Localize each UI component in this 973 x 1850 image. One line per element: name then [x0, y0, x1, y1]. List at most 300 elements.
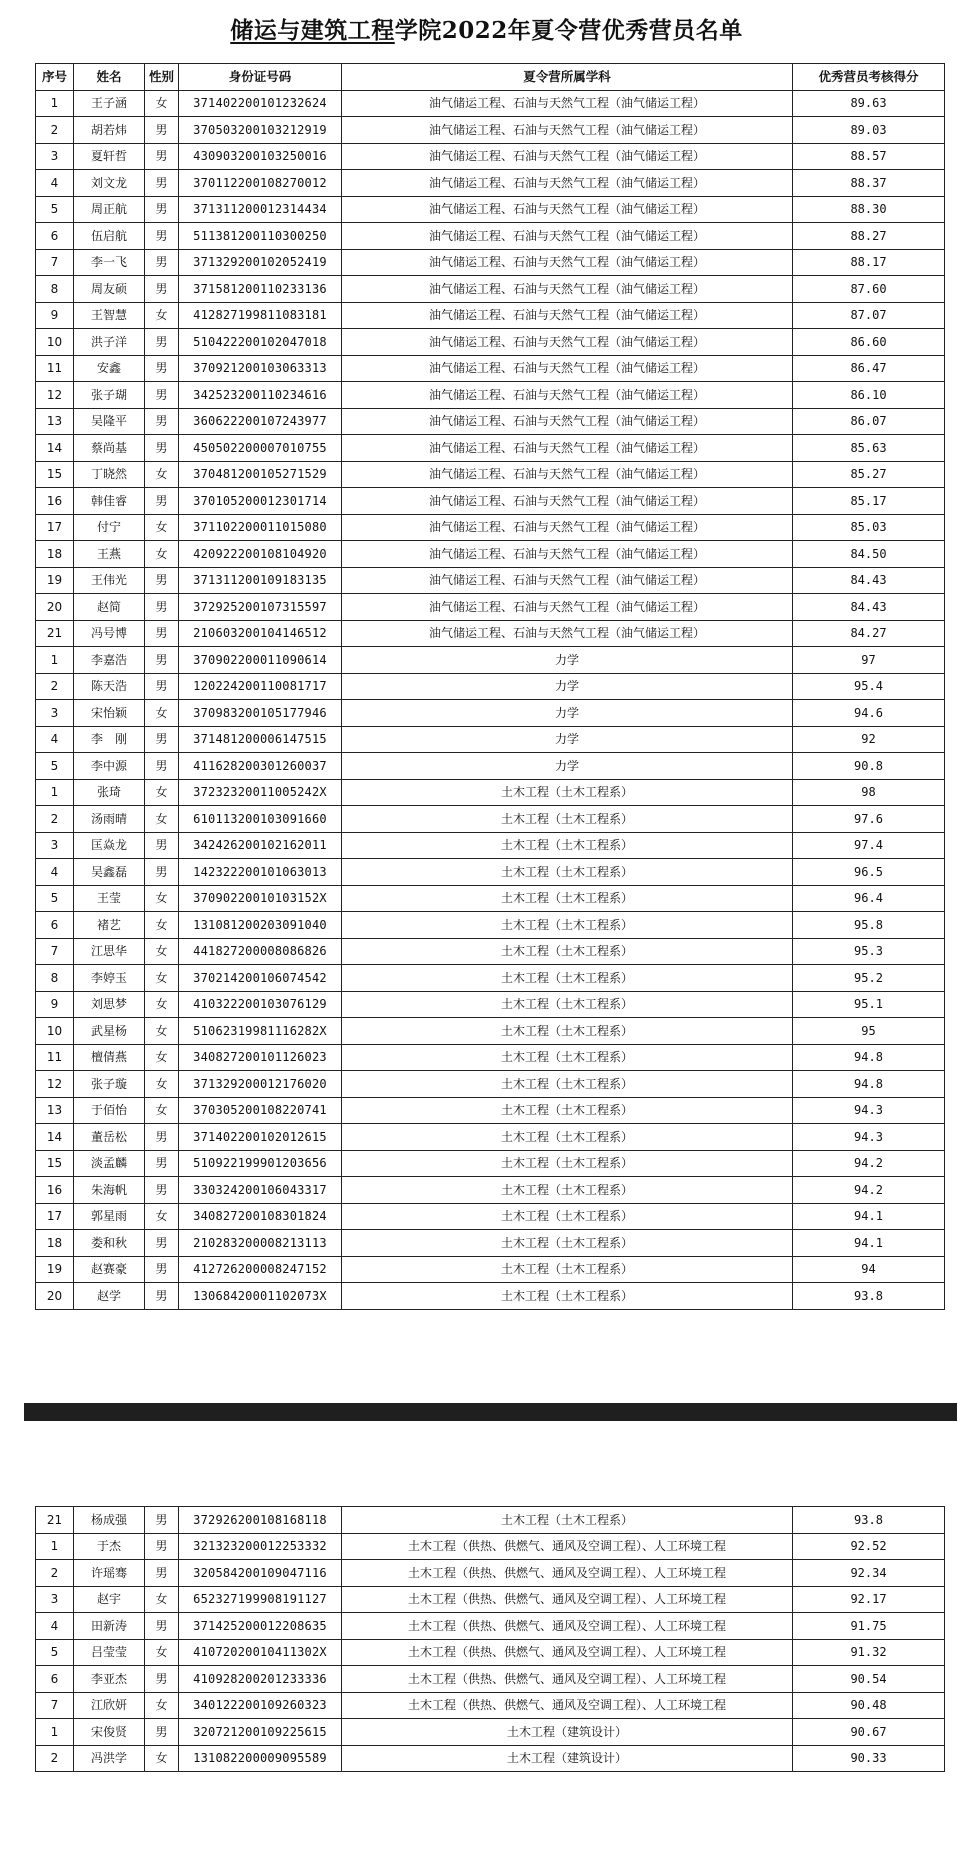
score-cell: 95	[793, 1018, 945, 1045]
id-number-cell: 371102200011015080	[179, 514, 342, 541]
name-cell: 杨成强	[74, 1507, 145, 1534]
discipline-cell: 土木工程（土木工程系）	[342, 1071, 793, 1098]
table-row	[36, 1018, 945, 1045]
name-cell: 李 刚	[74, 726, 145, 753]
score-cell: 84.27	[793, 620, 945, 647]
discipline-cell: 土木工程（土木工程系）	[342, 965, 793, 992]
id-number-cell: 410928200201233336	[179, 1666, 342, 1693]
score-cell: 85.17	[793, 488, 945, 515]
name-cell: 张子瑚	[74, 382, 145, 409]
table-row	[36, 143, 945, 170]
seq-cell: 10	[36, 329, 74, 356]
gender-cell: 男	[145, 196, 179, 223]
gender-cell: 女	[145, 779, 179, 806]
seq-cell: 4	[36, 1613, 74, 1640]
table-row	[36, 1256, 945, 1283]
id-number-cell: 410322200103076129	[179, 991, 342, 1018]
table-row	[36, 1560, 945, 1587]
gender-cell: 男	[145, 355, 179, 382]
discipline-cell: 土木工程（土木工程系）	[342, 912, 793, 939]
name-cell: 赵学	[74, 1283, 145, 1310]
gender-cell: 女	[145, 1692, 179, 1719]
id-number-cell: 321323200012253332	[179, 1533, 342, 1560]
name-cell: 宋怡颖	[74, 700, 145, 727]
table-row	[36, 965, 945, 992]
gender-cell: 男	[145, 1283, 179, 1310]
table-row	[36, 1692, 945, 1719]
table-row	[36, 1639, 945, 1666]
table-row	[36, 1044, 945, 1071]
gender-cell: 男	[145, 620, 179, 647]
id-number-cell: 340827200108301824	[179, 1203, 342, 1230]
gender-cell: 男	[145, 832, 179, 859]
discipline-cell: 土木工程（建筑设计）	[342, 1745, 793, 1772]
id-number-cell: 342523200110234616	[179, 382, 342, 409]
score-cell: 94.3	[793, 1124, 945, 1151]
seq-cell: 14	[36, 1124, 74, 1151]
score-cell: 88.37	[793, 170, 945, 197]
score-cell: 91.32	[793, 1639, 945, 1666]
discipline-cell: 油气储运工程、石油与天然气工程（油气储运工程）	[342, 567, 793, 594]
name-cell: 周友硕	[74, 276, 145, 303]
gender-cell: 男	[145, 170, 179, 197]
id-number-cell: 510422200102047018	[179, 329, 342, 356]
discipline-cell: 土木工程（土木工程系）	[342, 779, 793, 806]
table-row	[36, 620, 945, 647]
score-cell: 95.3	[793, 938, 945, 965]
gender-cell: 女	[145, 1203, 179, 1230]
discipline-cell: 油气储运工程、石油与天然气工程（油气储运工程）	[342, 170, 793, 197]
table-row	[36, 912, 945, 939]
id-number-cell: 37090220010103152X	[179, 885, 342, 912]
discipline-cell: 油气储运工程、石油与天然气工程（油气储运工程）	[342, 594, 793, 621]
gender-cell: 男	[145, 1507, 179, 1534]
discipline-cell: 土木工程（土木工程系）	[342, 859, 793, 886]
discipline-cell: 土木工程（土木工程系）	[342, 1097, 793, 1124]
id-number-cell: 370983200105177946	[179, 700, 342, 727]
id-number-cell: 371425200012208635	[179, 1613, 342, 1640]
score-cell: 87.07	[793, 302, 945, 329]
id-number-cell: 370902200011090614	[179, 647, 342, 674]
id-number-cell: 370921200103063313	[179, 355, 342, 382]
discipline-cell: 油气储运工程、石油与天然气工程（油气储运工程）	[342, 461, 793, 488]
table-row	[36, 514, 945, 541]
id-number-cell: 371402200102012615	[179, 1124, 342, 1151]
gender-cell: 男	[145, 488, 179, 515]
discipline-cell: 土木工程（供热、供燃气、通风及空调工程）、人工环境工程	[342, 1533, 793, 1560]
seq-cell: 10	[36, 1018, 74, 1045]
name-cell: 江欣妍	[74, 1692, 145, 1719]
name-cell: 伍启航	[74, 223, 145, 250]
discipline-cell: 油气储运工程、石油与天然气工程（油气储运工程）	[342, 196, 793, 223]
seq-cell: 17	[36, 1203, 74, 1230]
score-cell: 94.2	[793, 1177, 945, 1204]
table-row	[36, 1507, 945, 1534]
gender-cell: 男	[145, 382, 179, 409]
table-row	[36, 779, 945, 806]
table-row	[36, 859, 945, 886]
score-cell: 86.10	[793, 382, 945, 409]
discipline-cell: 油气储运工程、石油与天然气工程（油气储运工程）	[342, 276, 793, 303]
seq-cell: 14	[36, 435, 74, 462]
score-cell: 89.03	[793, 117, 945, 144]
score-cell: 88.30	[793, 196, 945, 223]
seq-cell: 6	[36, 912, 74, 939]
seq-cell: 6	[36, 223, 74, 250]
table-row	[36, 1666, 945, 1693]
score-cell: 95.8	[793, 912, 945, 939]
name-cell: 赵赛豪	[74, 1256, 145, 1283]
score-cell: 96.5	[793, 859, 945, 886]
score-cell: 84.43	[793, 567, 945, 594]
discipline-cell: 土木工程（供热、供燃气、通风及空调工程）、人工环境工程	[342, 1613, 793, 1640]
name-cell: 于杰	[74, 1533, 145, 1560]
id-number-cell: 131082200009095589	[179, 1745, 342, 1772]
discipline-cell: 土木工程（土木工程系）	[342, 1507, 793, 1534]
header-name: 姓名	[74, 64, 145, 91]
name-cell: 蔡尚基	[74, 435, 145, 462]
id-number-cell: 370305200108220741	[179, 1097, 342, 1124]
seq-cell: 5	[36, 753, 74, 780]
table-row	[36, 885, 945, 912]
gender-cell: 男	[145, 1613, 179, 1640]
gender-cell: 女	[145, 1586, 179, 1613]
seq-cell: 6	[36, 1666, 74, 1693]
name-cell: 江思华	[74, 938, 145, 965]
gender-cell: 男	[145, 276, 179, 303]
seq-cell: 2	[36, 1745, 74, 1772]
seq-cell: 5	[36, 1639, 74, 1666]
seq-cell: 17	[36, 514, 74, 541]
seq-cell: 2	[36, 673, 74, 700]
seq-cell: 3	[36, 700, 74, 727]
seq-cell: 16	[36, 488, 74, 515]
id-number-cell: 340122200109260323	[179, 1692, 342, 1719]
score-cell: 91.75	[793, 1613, 945, 1640]
id-number-cell: 41072020010411302X	[179, 1639, 342, 1666]
table-row	[36, 329, 945, 356]
id-number-cell: 371581200110233136	[179, 276, 342, 303]
name-cell: 张琦	[74, 779, 145, 806]
discipline-cell: 油气储运工程、石油与天然气工程（油气储运工程）	[342, 382, 793, 409]
name-cell: 王燕	[74, 541, 145, 568]
score-cell: 95.2	[793, 965, 945, 992]
id-number-cell: 412726200008247152	[179, 1256, 342, 1283]
score-cell: 90.8	[793, 753, 945, 780]
header-score: 优秀营员考核得分	[793, 64, 945, 91]
table-row	[36, 726, 945, 753]
seq-cell: 20	[36, 594, 74, 621]
table-row	[36, 1071, 945, 1098]
table-row	[36, 567, 945, 594]
name-cell: 娄和秋	[74, 1230, 145, 1257]
discipline-cell: 油气储运工程、石油与天然气工程（油气储运工程）	[342, 223, 793, 250]
name-cell: 董岳松	[74, 1124, 145, 1151]
seq-cell: 1	[36, 90, 74, 117]
gender-cell: 男	[145, 1533, 179, 1560]
discipline-cell: 油气储运工程、石油与天然气工程（油气储运工程）	[342, 620, 793, 647]
title-rest: 学院2022年夏令营优秀营员名单	[394, 17, 743, 44]
seq-cell: 13	[36, 408, 74, 435]
seq-cell: 4	[36, 170, 74, 197]
score-cell: 92.52	[793, 1533, 945, 1560]
table-row	[36, 832, 945, 859]
gender-cell: 男	[145, 435, 179, 462]
score-cell: 84.43	[793, 594, 945, 621]
gender-cell: 男	[145, 1256, 179, 1283]
table-row	[36, 90, 945, 117]
discipline-cell: 土木工程（土木工程系）	[342, 832, 793, 859]
score-cell: 86.60	[793, 329, 945, 356]
seq-cell: 3	[36, 832, 74, 859]
gender-cell: 男	[145, 223, 179, 250]
seq-cell: 7	[36, 1692, 74, 1719]
header-row	[36, 64, 945, 91]
score-cell: 86.47	[793, 355, 945, 382]
table-row	[36, 1719, 945, 1746]
score-cell: 94.1	[793, 1230, 945, 1257]
id-number-cell: 372926200108168118	[179, 1507, 342, 1534]
table-row	[36, 302, 945, 329]
table-row	[36, 276, 945, 303]
discipline-cell: 土木工程（供热、供燃气、通风及空调工程）、人工环境工程	[342, 1666, 793, 1693]
name-cell: 洪子洋	[74, 329, 145, 356]
seq-cell: 13	[36, 1097, 74, 1124]
name-cell: 张子璇	[74, 1071, 145, 1098]
seq-cell: 19	[36, 1256, 74, 1283]
id-number-cell: 441827200008086826	[179, 938, 342, 965]
roster-table-page-2	[35, 1506, 945, 1772]
roster-body-page-2	[36, 1507, 945, 1772]
discipline-cell: 土木工程（土木工程系）	[342, 1283, 793, 1310]
discipline-cell: 油气储运工程、石油与天然气工程（油气储运工程）	[342, 514, 793, 541]
name-cell: 吴鑫磊	[74, 859, 145, 886]
id-number-cell: 120224200110081717	[179, 673, 342, 700]
gender-cell: 女	[145, 991, 179, 1018]
gender-cell: 男	[145, 249, 179, 276]
id-number-cell: 13068420001102073X	[179, 1283, 342, 1310]
score-cell: 86.07	[793, 408, 945, 435]
gender-cell: 女	[145, 806, 179, 833]
name-cell: 檀倩燕	[74, 1044, 145, 1071]
gender-cell: 女	[145, 461, 179, 488]
gender-cell: 女	[145, 938, 179, 965]
seq-cell: 5	[36, 196, 74, 223]
gender-cell: 男	[145, 1230, 179, 1257]
table-row	[36, 1124, 945, 1151]
seq-cell: 1	[36, 779, 74, 806]
gender-cell: 女	[145, 1097, 179, 1124]
seq-cell: 1	[36, 1719, 74, 1746]
discipline-cell: 油气储运工程、石油与天然气工程（油气储运工程）	[342, 249, 793, 276]
header-discipline: 夏令营所属学科	[342, 64, 793, 91]
page-title	[0, 12, 973, 45]
score-cell: 90.48	[793, 1692, 945, 1719]
table-row	[36, 1283, 945, 1310]
table-row	[36, 382, 945, 409]
gender-cell: 女	[145, 1044, 179, 1071]
id-number-cell: 371311200109183135	[179, 567, 342, 594]
gender-cell: 男	[145, 726, 179, 753]
id-number-cell: 371402200101232624	[179, 90, 342, 117]
name-cell: 李亚杰	[74, 1666, 145, 1693]
name-cell: 赵宇	[74, 1586, 145, 1613]
discipline-cell: 土木工程（建筑设计）	[342, 1719, 793, 1746]
seq-cell: 15	[36, 1150, 74, 1177]
id-number-cell: 412827199811083181	[179, 302, 342, 329]
seq-cell: 3	[36, 1586, 74, 1613]
seq-cell: 5	[36, 885, 74, 912]
discipline-cell: 土木工程（土木工程系）	[342, 1150, 793, 1177]
name-cell: 李嘉浩	[74, 647, 145, 674]
gender-cell: 男	[145, 647, 179, 674]
gender-cell: 男	[145, 567, 179, 594]
name-cell: 褚艺	[74, 912, 145, 939]
id-number-cell: 360622200107243977	[179, 408, 342, 435]
table-row	[36, 1177, 945, 1204]
score-cell: 97.4	[793, 832, 945, 859]
name-cell: 郭星雨	[74, 1203, 145, 1230]
seq-cell: 20	[36, 1283, 74, 1310]
table-row	[36, 1533, 945, 1560]
score-cell: 93.8	[793, 1507, 945, 1534]
seq-cell: 12	[36, 1071, 74, 1098]
table-row	[36, 196, 945, 223]
id-number-cell: 652327199908191127	[179, 1586, 342, 1613]
seq-cell: 4	[36, 859, 74, 886]
seq-cell: 19	[36, 567, 74, 594]
discipline-cell: 力学	[342, 700, 793, 727]
seq-cell: 18	[36, 1230, 74, 1257]
id-number-cell: 510922199901203656	[179, 1150, 342, 1177]
name-cell: 李一飞	[74, 249, 145, 276]
gender-cell: 女	[145, 700, 179, 727]
name-cell: 陈天浩	[74, 673, 145, 700]
gender-cell: 男	[145, 1124, 179, 1151]
name-cell: 王智慧	[74, 302, 145, 329]
table-row	[36, 355, 945, 382]
gender-cell: 女	[145, 1018, 179, 1045]
name-cell: 许瑶骞	[74, 1560, 145, 1587]
score-cell: 85.03	[793, 514, 945, 541]
id-number-cell: 340827200101126023	[179, 1044, 342, 1071]
gender-cell: 男	[145, 143, 179, 170]
id-number-cell: 320584200109047116	[179, 1560, 342, 1587]
name-cell: 淡孟麟	[74, 1150, 145, 1177]
score-cell: 88.57	[793, 143, 945, 170]
table-row	[36, 408, 945, 435]
id-number-cell: 450502200007010755	[179, 435, 342, 462]
name-cell: 吴隆平	[74, 408, 145, 435]
discipline-cell: 力学	[342, 726, 793, 753]
name-cell: 韩佳睿	[74, 488, 145, 515]
id-number-cell: 210603200104146512	[179, 620, 342, 647]
gender-cell: 女	[145, 885, 179, 912]
discipline-cell: 油气储运工程、石油与天然气工程（油气储运工程）	[342, 435, 793, 462]
name-cell: 吕莹莹	[74, 1639, 145, 1666]
table-row	[36, 753, 945, 780]
discipline-cell: 力学	[342, 673, 793, 700]
seq-cell: 11	[36, 1044, 74, 1071]
gender-cell: 男	[145, 859, 179, 886]
name-cell: 刘思梦	[74, 991, 145, 1018]
score-cell: 92.17	[793, 1586, 945, 1613]
gender-cell: 女	[145, 1639, 179, 1666]
name-cell: 朱海帆	[74, 1177, 145, 1204]
name-cell: 王莹	[74, 885, 145, 912]
discipline-cell: 力学	[342, 753, 793, 780]
seq-cell: 1	[36, 1533, 74, 1560]
id-number-cell: 330324200106043317	[179, 1177, 342, 1204]
gender-cell: 女	[145, 302, 179, 329]
id-number-cell: 370481200105271529	[179, 461, 342, 488]
discipline-cell: 土木工程（土木工程系）	[342, 938, 793, 965]
id-number-cell: 37232320011005242X	[179, 779, 342, 806]
gender-cell: 女	[145, 514, 179, 541]
score-cell: 94.1	[793, 1203, 945, 1230]
seq-cell: 4	[36, 726, 74, 753]
name-cell: 匡焱龙	[74, 832, 145, 859]
gender-cell: 男	[145, 1560, 179, 1587]
score-cell: 85.63	[793, 435, 945, 462]
score-cell: 98	[793, 779, 945, 806]
id-number-cell: 371329200012176020	[179, 1071, 342, 1098]
table-row	[36, 991, 945, 1018]
score-cell: 94.3	[793, 1097, 945, 1124]
seq-cell: 12	[36, 382, 74, 409]
page-divider	[24, 1403, 957, 1421]
table-row	[36, 806, 945, 833]
id-number-cell: 342426200102162011	[179, 832, 342, 859]
discipline-cell: 土木工程（土木工程系）	[342, 991, 793, 1018]
discipline-cell: 土木工程（土木工程系）	[342, 1256, 793, 1283]
discipline-cell: 力学	[342, 647, 793, 674]
score-cell: 90.33	[793, 1745, 945, 1772]
discipline-cell: 土木工程（土木工程系）	[342, 885, 793, 912]
discipline-cell: 油气储运工程、石油与天然气工程（油气储运工程）	[342, 355, 793, 382]
name-cell: 丁晓然	[74, 461, 145, 488]
gender-cell: 女	[145, 1071, 179, 1098]
gender-cell: 男	[145, 673, 179, 700]
score-cell: 93.8	[793, 1283, 945, 1310]
discipline-cell: 油气储运工程、石油与天然气工程（油气储运工程）	[342, 541, 793, 568]
name-cell: 于佰怡	[74, 1097, 145, 1124]
roster-body-page-1	[36, 90, 945, 1309]
discipline-cell: 油气储运工程、石油与天然气工程（油气储运工程）	[342, 408, 793, 435]
id-number-cell: 131081200203091040	[179, 912, 342, 939]
discipline-cell: 土木工程（土木工程系）	[342, 1018, 793, 1045]
id-number-cell: 610113200103091660	[179, 806, 342, 833]
score-cell: 97.6	[793, 806, 945, 833]
seq-cell: 1	[36, 647, 74, 674]
name-cell: 周正航	[74, 196, 145, 223]
roster-table-page-1	[35, 63, 945, 1310]
discipline-cell: 土木工程（供热、供燃气、通风及空调工程）、人工环境工程	[342, 1692, 793, 1719]
id-number-cell: 210283200008213113	[179, 1230, 342, 1257]
name-cell: 胡若炜	[74, 117, 145, 144]
id-number-cell: 370112200108270012	[179, 170, 342, 197]
discipline-cell: 土木工程（土木工程系）	[342, 806, 793, 833]
id-number-cell: 371311200012314434	[179, 196, 342, 223]
id-number-cell: 51062319981116282X	[179, 1018, 342, 1045]
discipline-cell: 油气储运工程、石油与天然气工程（油气储运工程）	[342, 117, 793, 144]
seq-cell: 9	[36, 302, 74, 329]
score-cell: 94	[793, 1256, 945, 1283]
discipline-cell: 土木工程（土木工程系）	[342, 1044, 793, 1071]
score-cell: 94.2	[793, 1150, 945, 1177]
score-cell: 90.54	[793, 1666, 945, 1693]
table-row	[36, 1613, 945, 1640]
